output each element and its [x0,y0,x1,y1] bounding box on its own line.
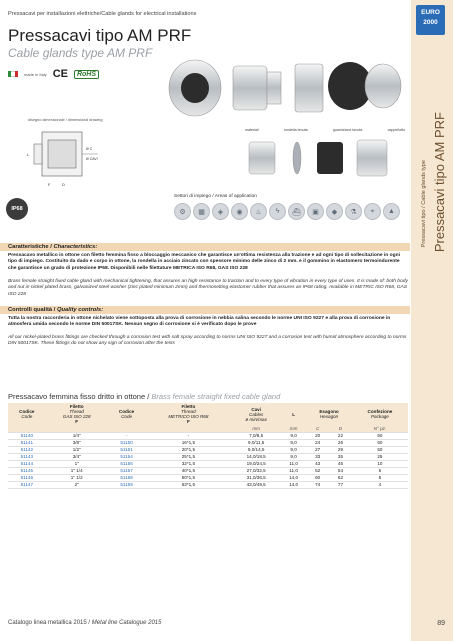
table-cell: 29 [329,446,352,453]
table-cell: 51140 [8,432,46,439]
table-cell: 11,0 [281,467,306,474]
table-cell: 51157 [108,467,146,474]
table-cell: 26 [329,439,352,446]
table-cell: 11,0 [281,460,306,467]
table-cell: 51151 [108,446,146,453]
table-cell: 43,0/49,5 [231,481,281,488]
table-units-row: mm mm C D N° pz. [8,425,408,432]
top-bar [0,0,453,22]
brand-logo [416,5,445,35]
part-label: cappellotto [387,128,405,132]
col-cables: Cavi Cables ø min/max [231,403,281,425]
table-cell: 51156 [108,460,146,467]
side-subtitle: Pressacavi tipo / Cable glands type [421,160,427,248]
dim-cavi: Ø CAVI [86,157,98,161]
table-cell: - [108,432,146,439]
table-row [8,453,408,460]
table-cell: 7,0/8,5 [231,432,281,439]
table-cell: 9,0 [281,446,306,453]
table-cell: 9,0 [281,439,306,446]
table-cell: 14,0 [281,474,306,481]
footer: Catalogo linea metallica 2015 / Metal line Catalogue 2015 [8,620,162,626]
ship-icon: ⛴ [288,203,305,220]
train-icon: ▣ [307,203,324,220]
table-cell: 52 [306,467,329,474]
table-cell: 51142 [8,446,46,453]
table-cell: 51158 [108,474,146,481]
table-cell: 10 [352,460,408,467]
water-icon: ◈ [212,203,229,220]
table-header-row [8,403,408,425]
table-row [8,474,408,481]
table-cell: 51147 [8,481,46,488]
antenna-icon: ⌖ [364,203,381,220]
cert-badges [8,68,99,80]
table-cell: 9,0/11,5 [231,439,281,446]
chemical-icon: ⚗ [345,203,362,220]
table-cell: 20 [306,432,329,439]
table-cell: 14,0/18,5 [231,453,281,460]
tower-icon: ▲ [383,203,400,220]
dimensional-drawing [24,124,114,194]
table-cell: 32*1,5 [145,460,231,467]
table-cell: 1" [46,460,108,467]
product-photo [165,52,405,122]
table-cell: 1" 1/2 [46,474,108,481]
table-cell: 51150 [108,439,146,446]
table-cell: 9,0 [281,432,306,439]
rohs-badge: RoHS [74,70,99,79]
table-cell: 3/8" [46,439,108,446]
drawing-label: disegno dimensionale / dimensional drawing [28,118,103,122]
table-cell: 3/4" [46,453,108,460]
applications-icons [174,203,400,220]
part-label: materiali [245,128,259,132]
table-cell: 51145 [8,467,46,474]
factory-icon: ▦ [193,203,210,220]
characteristics-text-it: Pressacavo metallico in ottone con filetto femmina fisso a bloccaggio meccanico che garantisce un'ottima resistenza alla trazione e ad ogni tipo di sollecitazione in ogni tipo di impiego. Costituito da dado e corpo in ottone, la rondella in acciaio zincato con spessore minimo delle zinco di 2 mm. e il gommino in elastomero termoindurente che garantisce un grado di protezione IP68. Disponibili nelle filettature METRICA ISO R68, GAS ISO 228 [8,253,400,271]
table-cell: 77 [329,481,352,488]
table-cell: 50 [352,432,408,439]
table-cell: 5 [352,467,408,474]
table-cell: 51144 [8,460,46,467]
table-cell: 4 [352,481,408,488]
brand-logo-line2: 2000 [423,19,438,26]
brand-logo-line1: EURO [421,9,440,16]
dim-c: Ø C [86,147,93,151]
quality-heading: Controlli qualità / Quality controls: [0,306,410,314]
col-hexagon: Esagono Hexagon [306,403,352,425]
col-code-gas: Codice Code [8,403,46,425]
applications-label: Settori di impiego / Areas of application [174,194,257,199]
table-cell: 50 [352,446,408,453]
table-cell: 9,0 [281,453,306,460]
part-label: guarnizione tenuta [332,128,363,132]
table-cell: 50*1,5 [145,474,231,481]
product-table [8,403,408,489]
table-cell: 2" [46,481,108,488]
col-thread-gas: Filetto Thread GAS ISO 228 F [46,403,108,425]
italy-flag-icon [8,71,18,77]
table-cell: 1" 1/4 [46,467,108,474]
dim-D: D [62,182,65,187]
ce-mark-icon: CE [52,68,68,80]
side-band [411,0,453,641]
dim-L: L [27,152,30,157]
table-cell: 16*1,5 [145,439,231,446]
table-cell: 27,0/32,5 [231,467,281,474]
characteristics-text-en: Brass female straight fixed cable gland with mechanical tightening, that assures an high resistance to traction and to every type of vibration in every type of uses. It is made of: both body and nut in nickel plated brass, galvanized steel washer (zinc plated minimum 2mm) and thermosetting elastomer rubber that assures an IP68 rating. Available in METRIC ISO R68, GAS ISO 228 [8,279,408,297]
table-cell: 43 [306,460,329,467]
table-cell: 1/4" [46,432,108,439]
page-title: Pressacavi tipo AM PRF [8,26,192,45]
table-cell: 35 [329,453,352,460]
table-cell: 51159 [108,481,146,488]
table-cell: 31,0/36,5 [231,474,281,481]
oil-icon: ◆ [326,203,343,220]
col-package: Confezione Package [352,403,408,425]
table-row [8,432,408,439]
page-number: 89 [437,620,445,627]
category-label: Pressacavi per installazioni elettriche/Cable glands for electrical installations [8,11,197,17]
part-label: rondella tenuta [283,128,308,132]
table-cell: 27 [306,446,329,453]
table-cell: 20*1,5 [145,446,231,453]
exploded-parts-photo [245,134,405,182]
food-icon: ◉ [231,203,248,220]
table-cell: 9,0/14,5 [231,446,281,453]
table-cell: 22 [329,432,352,439]
quality-text-en: All our nickel-plated brass fittings are checked through a corrosion test with salt spray according to norms UNI ISO 9227 and a corrosion test with humid atmosphere according to norms DIN 50017SK. These fittings do not show any sign of corrosion after the tests [8,335,407,347]
page-subtitle: Cable glands type AM PRF [8,46,153,60]
gear-icon: ⚙ [174,203,191,220]
table-cell: 62 [329,474,352,481]
table-row [8,439,408,446]
dim-F: F [48,182,51,187]
made-in-italy-label: made in Italy [24,71,47,77]
table-cell: 63*1,5 [145,481,231,488]
quality-text-it: Tutta la nostra raccorderia in ottone nichelato viene sottoposta alla prova di corrosione in nebbia salina secondo le norme UNI ISO 9227 e alla prova di corrosione in atmosfera umida secondo le norme DIN 50017SK. Nessun segno di corrosione si è verificato dopo le prove [8,316,391,328]
parts-labels [245,128,405,132]
table-row [8,446,408,453]
table-cell: 45 [329,460,352,467]
table-row [8,467,408,474]
table-row [8,460,408,467]
table-cell: 60 [306,474,329,481]
table-cell: 1/2" [46,446,108,453]
table-cell: 24 [306,439,329,446]
table-cell: 51141 [8,439,46,446]
table-cell: - [145,432,231,439]
bolt-icon: ϟ [269,203,286,220]
table-cell: 54 [329,467,352,474]
table-cell: 51143 [8,453,46,460]
col-length: L [281,403,306,425]
table-cell: 40*1,5 [145,467,231,474]
col-code-metric: Codice Code [108,403,146,425]
table-cell: 74 [306,481,329,488]
table-cell: 25*1,5 [145,453,231,460]
table-cell: 14,0 [281,481,306,488]
side-title: Pressacavi tipo AM PRF [432,112,447,253]
heat-icon: ♨ [250,203,267,220]
table-title: Pressacavo femmina fisso dritto in ottone / Brass female straight fixed cable gland [8,392,281,401]
col-thread-metric: Filetto Thread METRICO ISO R68 F [145,403,231,425]
table-cell: 51154 [108,453,146,460]
table-cell: 51146 [8,474,46,481]
table-row [8,481,408,488]
table-cell: 50 [352,439,408,446]
table-cell: 5 [352,474,408,481]
table-cell: 33 [306,453,329,460]
ip68-badge: IP68 [6,198,28,220]
table-cell: 25 [352,453,408,460]
table-cell: 19,0/24,5 [231,460,281,467]
characteristics-heading: Caratteristiche / Characteristics: [0,243,410,251]
